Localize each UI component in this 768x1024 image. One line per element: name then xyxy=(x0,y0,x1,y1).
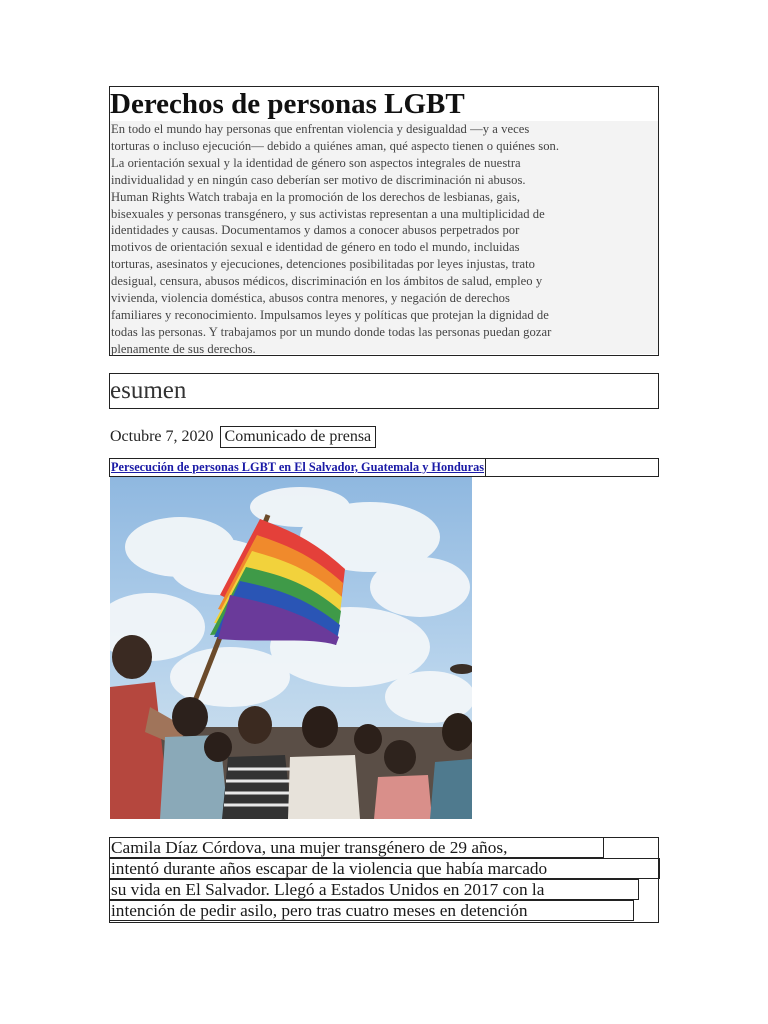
intro-line: Human Rights Watch trabaja en la promoción de los derechos de lesbianas, gais, xyxy=(111,189,521,204)
article-headline-link[interactable]: Persecución de personas LGBT en El Salvador, Guatemala y Honduras xyxy=(111,460,485,474)
publish-date: Octubre 7, 2020 xyxy=(110,428,214,445)
intro-line: familiares y reconocimiento. Impulsamos leyes y políticas que protejan la dignidad de xyxy=(111,307,549,322)
headline-container xyxy=(109,458,659,477)
intro-line: bisexuales y personas transgénero, y sus activistas representan a una multiplicidad de xyxy=(111,206,545,221)
body-line: Camila Díaz Córdova, una mujer transgénero de 29 años, xyxy=(110,837,604,858)
intro-line: identidades y causas. Documentamos y damos a conocer abusos perpetrados por xyxy=(111,223,520,238)
press-release-tag: Comunicado de prensa xyxy=(220,426,377,448)
article-photo xyxy=(110,477,472,819)
summary-heading: esumen xyxy=(110,377,187,404)
intro-line: individualidad y en ningún caso deberían ser motivo de discriminación ni abusos. xyxy=(111,172,526,187)
intro-line: plenamente de sus derechos. xyxy=(111,341,256,356)
intro-line: todas las personas. Y trabajamos por un mundo donde todas las personas puedan gozar xyxy=(111,324,552,339)
article-body xyxy=(109,837,659,923)
intro-line: torturas o incluso ejecución— debido a quiénes aman, qué aspecto tienen o quiénes son. xyxy=(111,138,560,153)
body-line: intentó durante años escapar de la violencia que había marcado xyxy=(110,858,660,879)
intro-line: En todo el mundo hay personas que enfrentan violencia y desigualdad —y a veces xyxy=(111,122,530,136)
intro-line: torturas, asesinatos y ejecuciones, detenciones posibilitadas por leyes injustas, trato xyxy=(111,257,536,272)
intro-line: vivienda, violencia doméstica, abusos contra menores, y negación de derechos xyxy=(111,291,510,306)
page-title: Derechos de personas LGBT xyxy=(110,88,465,120)
article-meta xyxy=(110,425,376,449)
body-line: intención de pedir asilo, pero tras cuatro meses en detención xyxy=(110,900,634,921)
intro-line: desigual, censura, abusos médicos, discriminación en los ámbitos de salud, empleo y xyxy=(111,274,543,289)
intro-paragraph xyxy=(110,121,658,354)
intro-line: motivos de orientación sexual e identidad de género en todo el mundo, incluidas xyxy=(111,240,520,255)
intro-line: La orientación sexual y la identidad de género son aspectos integrales de nuestra xyxy=(111,155,521,170)
body-line: su vida en El Salvador. Llegó a Estados Unidos en 2017 con la xyxy=(110,879,639,900)
pride-flag-march-photo xyxy=(110,477,472,819)
summary-section xyxy=(109,373,659,409)
intro-section xyxy=(109,86,659,356)
